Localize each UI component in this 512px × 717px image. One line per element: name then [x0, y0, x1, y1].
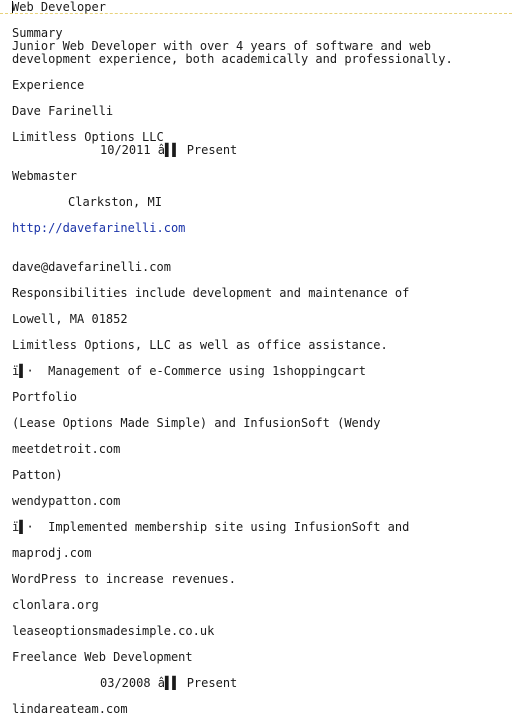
bullet-line: ï▌· Implemented membership site using InfusionSoft and: [12, 520, 410, 534]
website-link[interactable]: http://davefarinelli.com: [12, 221, 186, 235]
portfolio-item: clonlara.org: [12, 598, 99, 612]
section-heading-summary: Summary: [12, 26, 63, 40]
bullet-line: ï▌· Management of e-Commerce using 1shoppingcart: [12, 364, 367, 378]
summary-text-line-1: Junior Web Developer with over 4 years of software and web: [12, 39, 432, 53]
body-text-line: Responsibilities include development and maintenance of: [12, 286, 410, 300]
section-heading-portfolio: Portfolio: [12, 390, 78, 404]
summary-text-line-2: development experience, both academically and professionally.: [12, 52, 453, 66]
portfolio-item: wendypatton.com: [12, 494, 121, 508]
portfolio-item: meetdetroit.com: [12, 442, 121, 456]
portfolio-item: leaseoptionsmadesimple.co.uk: [12, 624, 215, 638]
company-name: Limitless Options LLC: [12, 130, 164, 144]
body-text-line: WordPress to increase revenues.: [12, 572, 236, 586]
date-range: 03/2008 â▌▌ Present: [100, 676, 238, 690]
date-range: 10/2011 â▌▌ Present: [100, 143, 238, 157]
person-name: Dave Farinelli: [12, 104, 114, 118]
portfolio-item: maprodj.com: [12, 546, 92, 560]
job-title: Freelance Web Development: [12, 650, 193, 664]
document-title: Web Developer: [12, 0, 106, 14]
body-text-line: Patton): [12, 468, 63, 482]
job-title: Webmaster: [12, 169, 78, 183]
location: Clarkston, MI: [68, 195, 162, 209]
portfolio-item: lindareateam.com: [12, 702, 128, 716]
section-heading-experience: Experience: [12, 78, 85, 92]
body-text-line: (Lease Options Made Simple) and InfusionSoft (Wendy: [12, 416, 381, 430]
body-text-line: Limitless Options, LLC as well as office assistance.: [12, 338, 388, 352]
address-text: Lowell, MA 01852: [12, 312, 128, 326]
email-text: dave@davefarinelli.com: [12, 260, 171, 274]
